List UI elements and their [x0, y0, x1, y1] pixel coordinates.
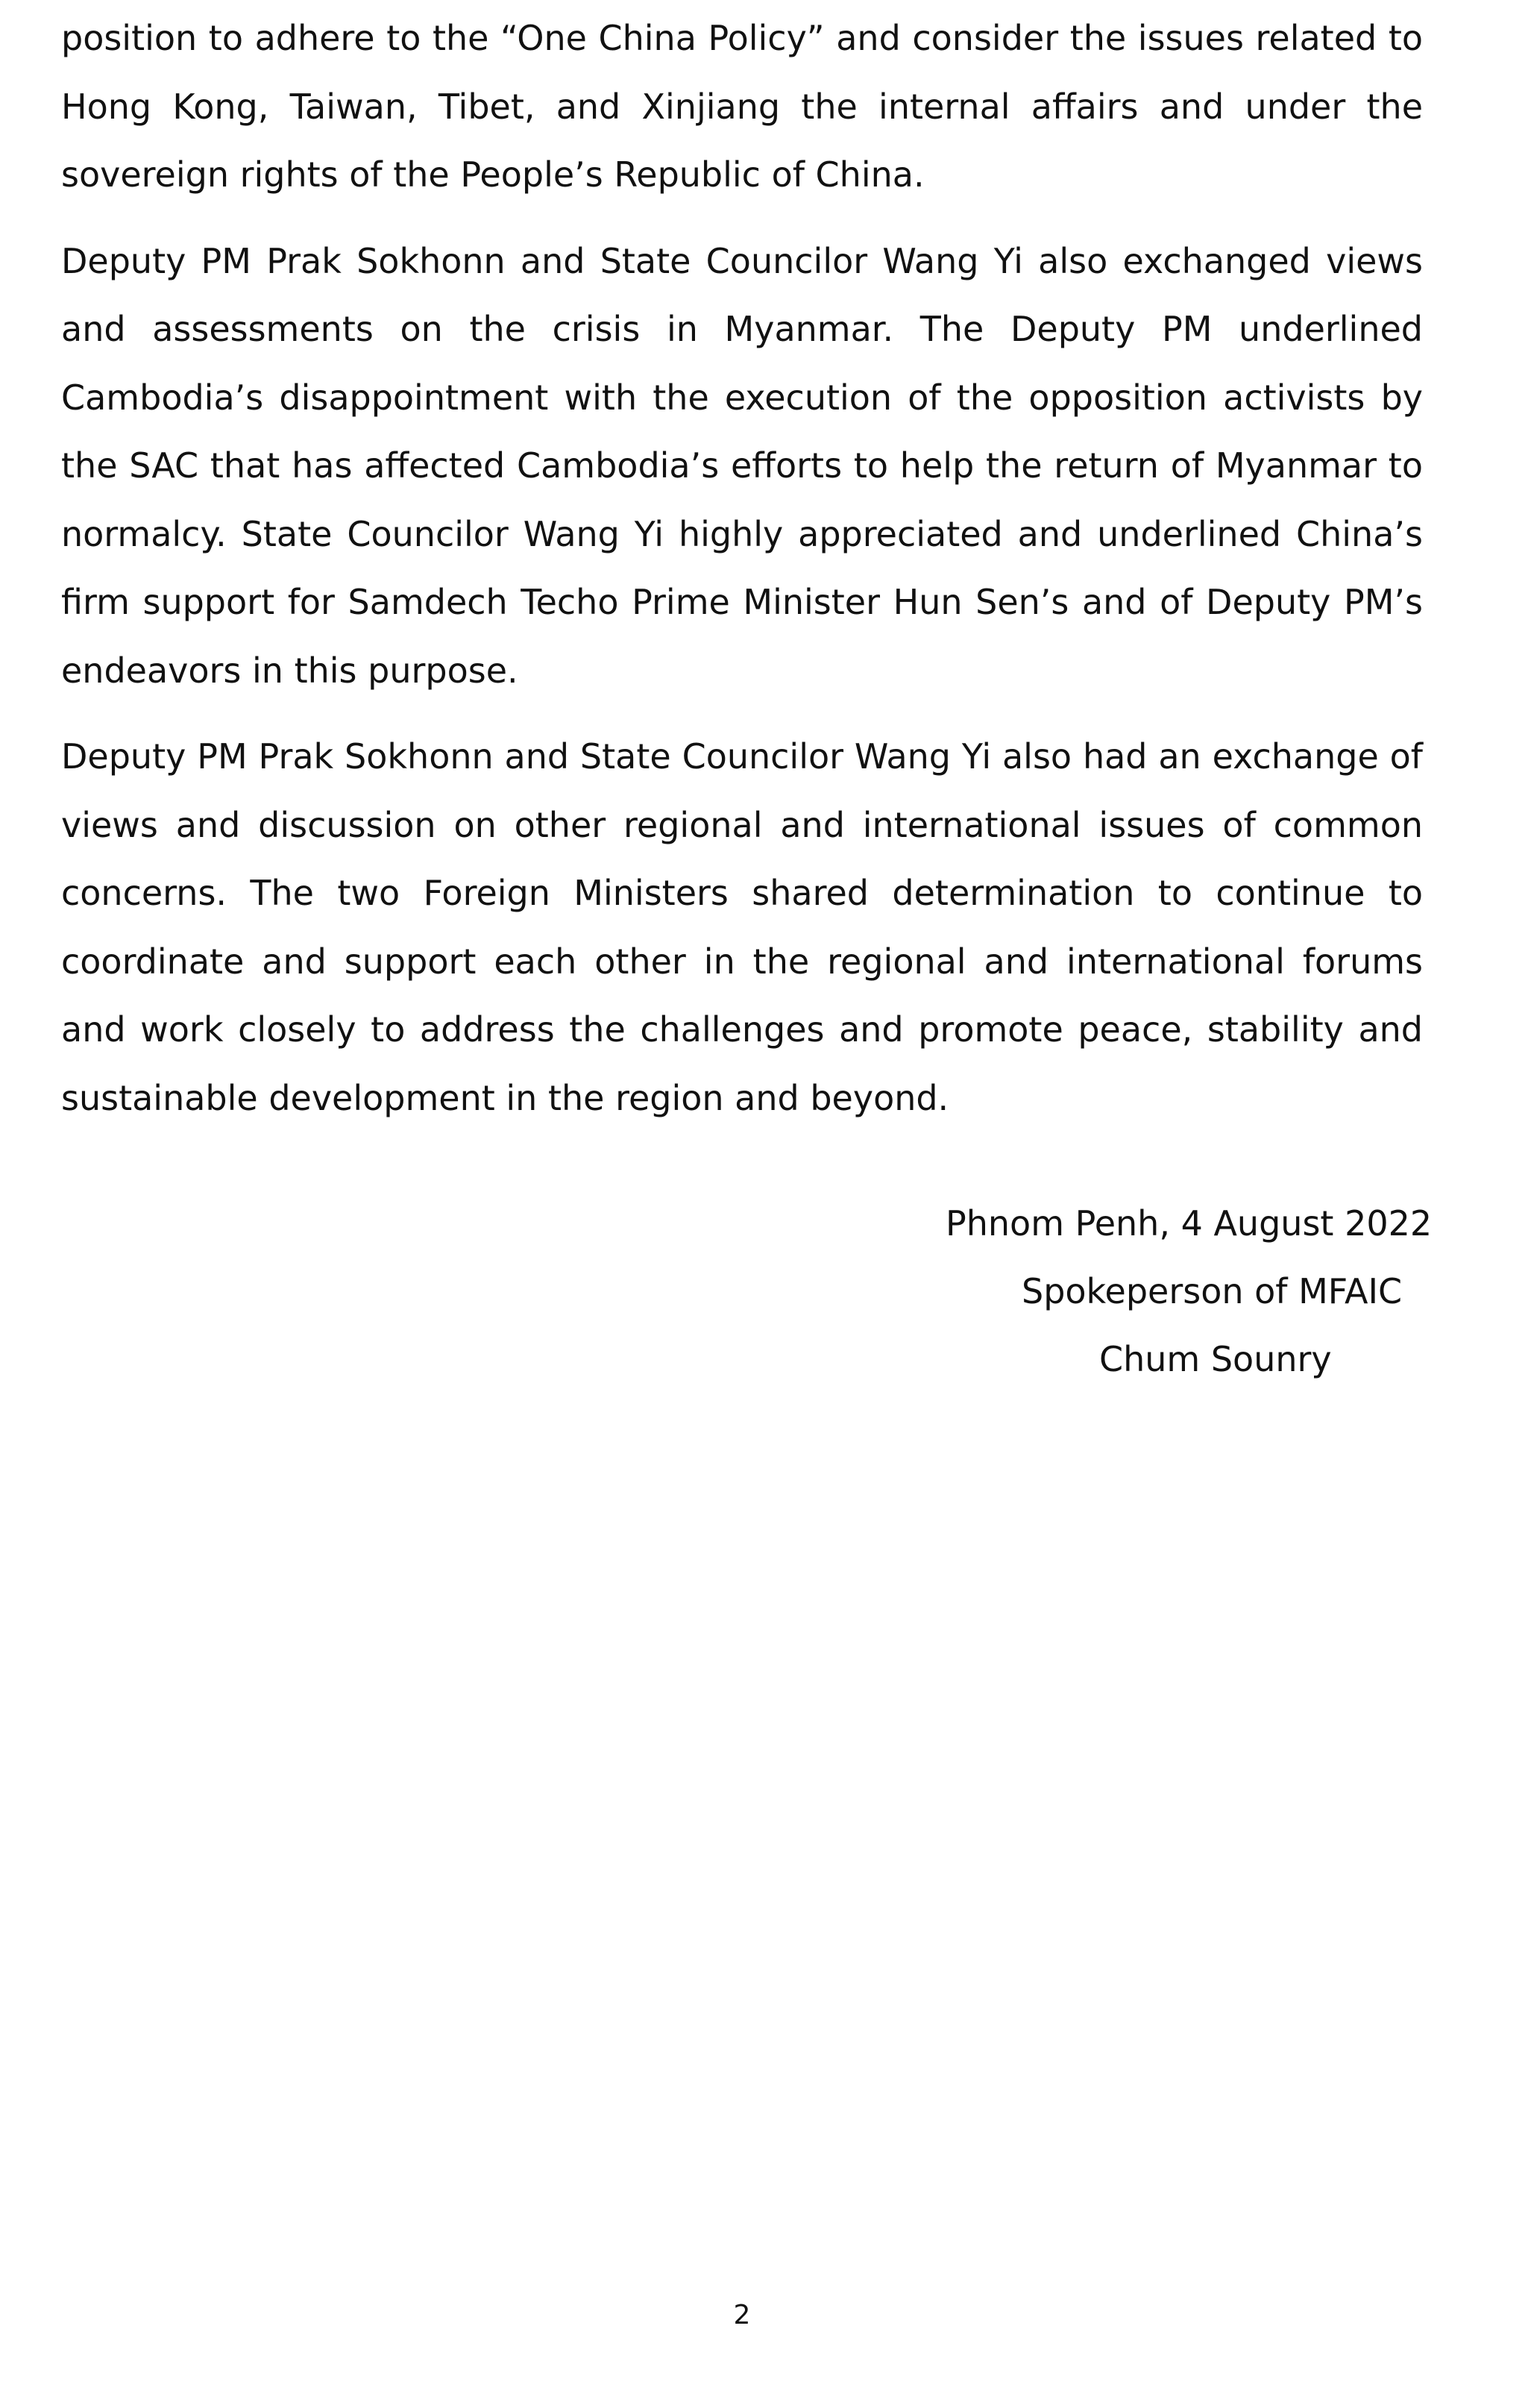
signature-place-date: Phnom Penh, 4 August 2022 — [946, 1203, 1433, 1244]
signature-name: Chum Sounry — [1099, 1339, 1332, 1379]
paragraph-one-china-policy: position to adhere to the “One China Policy” and consider the issues related to Hong Kong, Taiwan, Tibet, and Xinjiang the internal affairs and under the sovereign rights of the People’s Republic of China. — [61, 18, 1423, 195]
signature-role: Spokeperson of MFAIC — [1022, 1271, 1403, 1311]
page-number: 2 — [733, 2300, 751, 2330]
paragraph-myanmar-crisis: Deputy PM Prak Sokhonn and State Councilor Wang Yi also exchanged views and assessments on the crisis in Myanmar. The Deputy PM underlined Cambodia’s disappointment with the execution of the opposition activists by the SAC that has affected Cambodia’s efforts to help the return of Myanmar to normalcy. State Councilor Wang Yi highly appreciated and underlined China’s firm support for Samdech Techo Prime Minister Hun Sen’s and of Deputy PM’s endeavors in this purpose. — [61, 240, 1423, 691]
document-body — [61, 4, 1423, 1150]
paragraph-regional-issues: Deputy PM Prak Sokhonn and State Councilor Wang Yi also had an exchange of views and discussion on other regional and international issues of common concerns. The two Foreign Ministers shared determination to continue to coordinate and support each other in the regional and international forums and work closely to address the challenges and promote peace, stability and sustainable development in the region and beyond. — [61, 736, 1423, 1118]
